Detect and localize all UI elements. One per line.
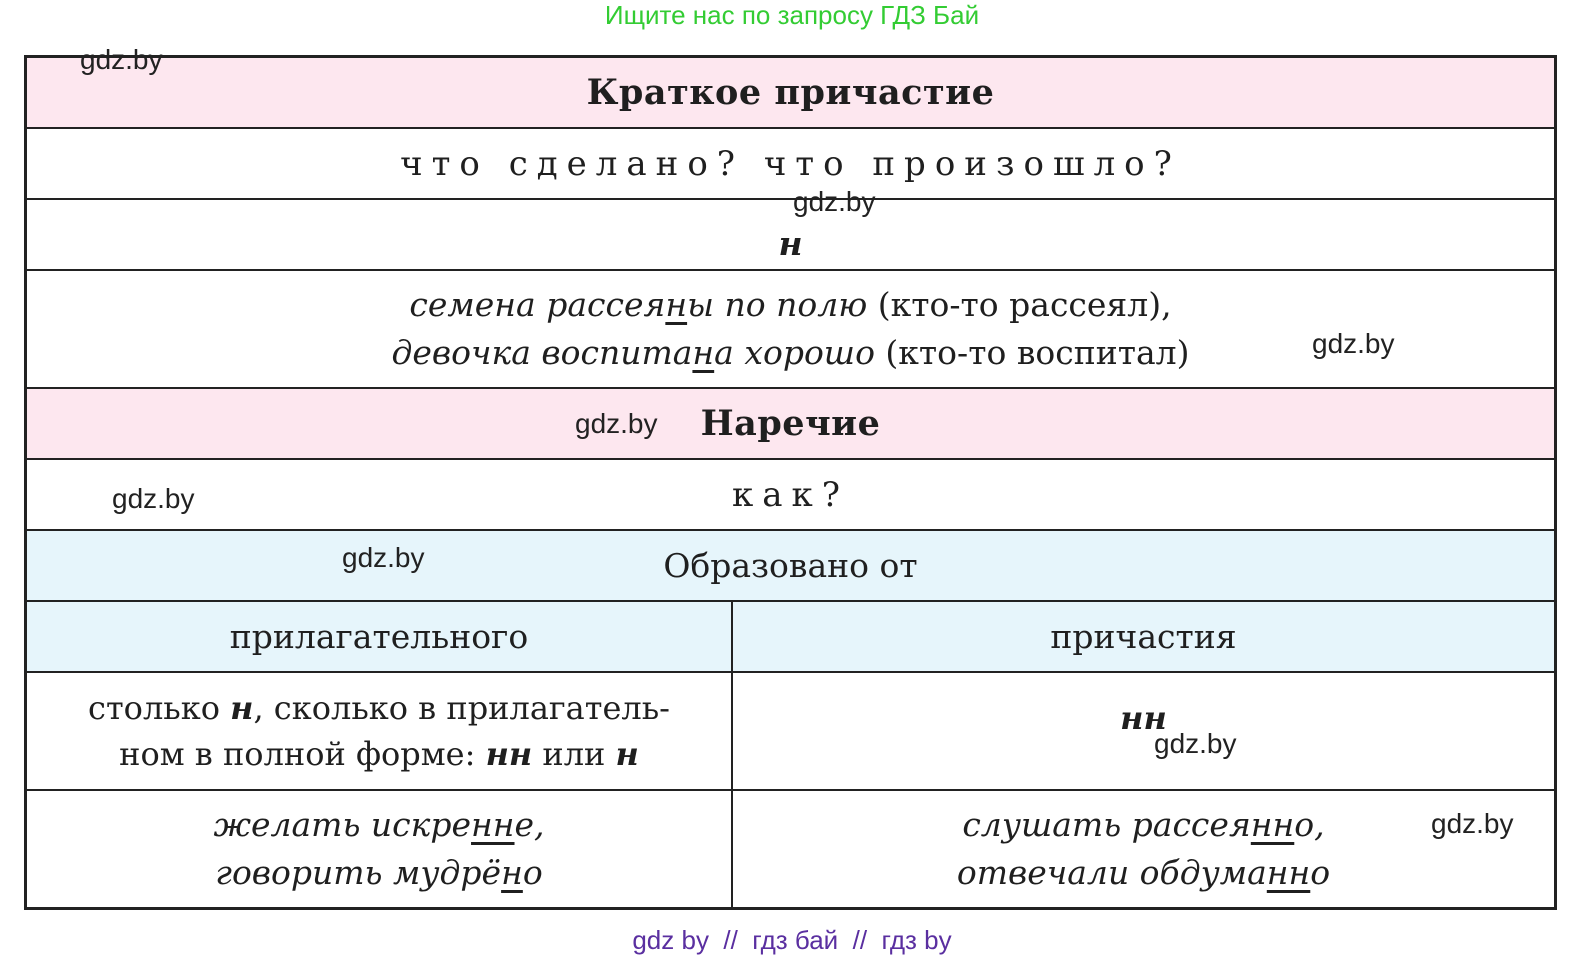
adverb-examples-row xyxy=(27,791,1554,907)
short-participle-examples xyxy=(391,281,1189,377)
watermark: gdz.by xyxy=(575,408,658,439)
watermark: gdz.by xyxy=(112,483,195,514)
example-line: семена рассеяны по полю (кто-то рассеял), xyxy=(409,285,1172,324)
rule-adjective: столько н, сколько в прилагатель- ном в полной форме: нн или н xyxy=(27,673,733,789)
column-participle xyxy=(733,602,1554,671)
adverb-title: Наречие xyxy=(700,403,881,444)
search-hint-banner: Ищите нас по запросу ГДЗ Бай xyxy=(604,0,980,30)
column-participle-label: причастия xyxy=(1050,616,1237,656)
short-participle-question-row xyxy=(27,129,1554,200)
watermark: gdz.by xyxy=(1312,328,1395,359)
short-participle-header xyxy=(27,58,1554,129)
watermark: gdz.by xyxy=(1154,728,1237,759)
short-participle-letter: н xyxy=(778,223,803,263)
column-adjective xyxy=(27,602,733,671)
watermark: gdz.by xyxy=(342,542,425,573)
watermark: gdz.by xyxy=(793,186,876,217)
rule-table xyxy=(24,55,1557,910)
example-line: девочка воспитана хорошо (кто-то воспитал) xyxy=(391,333,1190,372)
rule-participle: нн xyxy=(1120,699,1167,737)
short-participle-question: что сделано? что произошло? xyxy=(400,143,1181,184)
formed-from-row xyxy=(27,531,1554,602)
short-participle-title: Краткое причастие xyxy=(586,72,995,113)
watermark: gdz.by xyxy=(80,44,163,75)
source-columns-row xyxy=(27,602,1554,673)
adverb-question-row xyxy=(27,460,1554,531)
site-links-banner: gdz by // гдз бай // гдз by xyxy=(632,925,952,955)
adverb-question: как? xyxy=(732,474,849,515)
watermark: gdz.by xyxy=(1431,808,1514,839)
formed-from-label: Образовано от xyxy=(663,545,918,585)
rules-row xyxy=(27,673,1554,791)
column-adjective-label: прилагательного xyxy=(229,616,529,656)
examples-participle: слушать рассеянно, отвечали обдуманно xyxy=(956,805,1331,892)
examples-adjective: желать искренне, говорить мудрёно xyxy=(27,791,733,907)
adverb-header xyxy=(27,389,1554,460)
short-participle-letter-row xyxy=(27,200,1554,271)
